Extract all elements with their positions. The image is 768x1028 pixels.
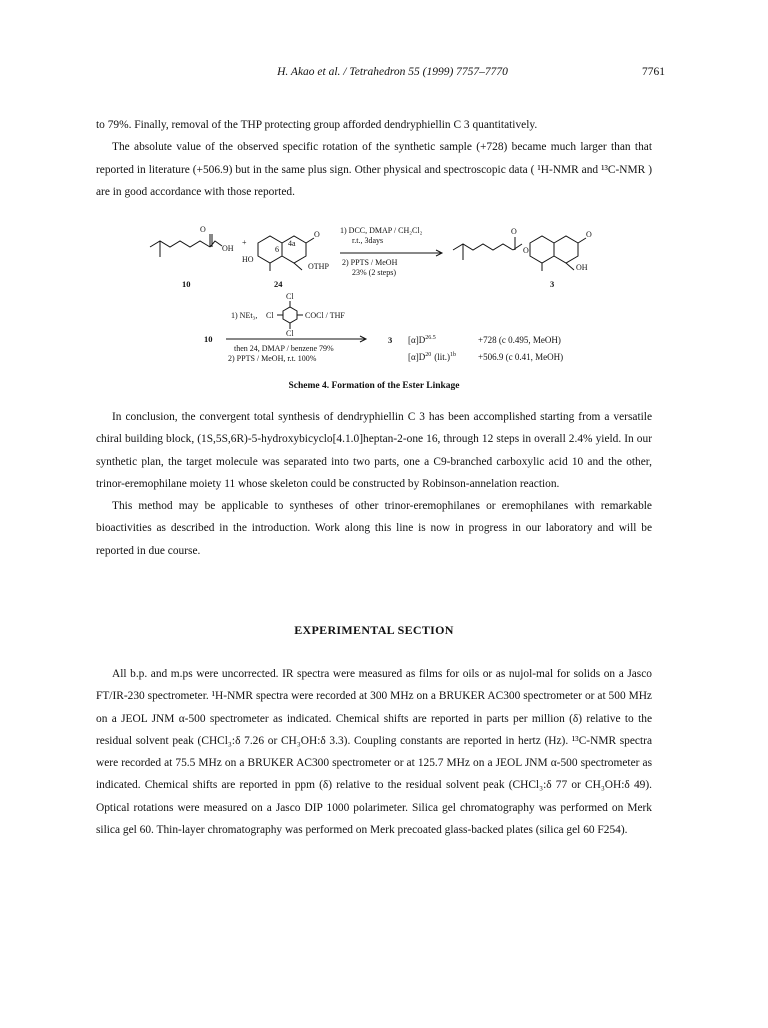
scheme-4-drawing <box>130 215 630 395</box>
cond2-line2: 2) PPTS / MeOH, r.t. 100% <box>228 354 317 363</box>
rotation-1-value: +728 (c 0.495, MeOH) <box>478 335 561 345</box>
othp-label: OTHP <box>308 262 329 271</box>
ketone-o-24: O <box>314 230 320 239</box>
section-title: EXPERIMENTAL SECTION <box>294 623 454 637</box>
acid-carbonyl-o: O <box>200 225 206 234</box>
scheme-4-figure <box>130 215 630 395</box>
paragraph-applicability: This method may be applicable to syntheses of other trinor-eremophilanes or eremophilanes with remarkable bioactivities as described in the introduction. Work along this line is now in progress in our laboratory and will be reported in due course. <box>96 500 652 557</box>
compound-label-3b: 3 <box>388 335 393 345</box>
compound-label-10b: 10 <box>204 334 213 344</box>
page-number: 7761 <box>642 66 665 78</box>
compound-label-3: 3 <box>550 279 555 289</box>
trichlorobenzoyl-ring <box>283 307 297 323</box>
cocl-thf: COCl / THF <box>305 311 345 320</box>
product-3-ring-b <box>554 236 578 263</box>
ho-label: HO <box>242 255 254 264</box>
acid-10-chain <box>150 241 210 247</box>
cond1-line1: 1) DCC, DMAP / CH₂Cl₂ <box>340 226 423 235</box>
rotation-1-label: $[\alpha]D^{26.5}$ <box>408 335 436 345</box>
header-citation: H. Akao et al. / Tetrahedron 55 (1999) 7757–7770 <box>277 66 508 78</box>
cl-top: Cl <box>286 292 294 301</box>
product-3-ring-a <box>530 236 554 263</box>
cond1-line4: 23% (2 steps) <box>352 268 396 277</box>
paragraph-experimental: All b.p. and m.ps were uncorrected. IR spectra were measured as films for oils or as nujol-mal for solids on a Jasco FT/IR-230 spectrometer. ¹H-NMR spectra were recorded at 300 MHz on a BRUKER AC300 spectrometer or at 500 MHz on a JEOL JNM α-500 spectrometer as indicated. Chemical shifts are reported in parts per million (δ) relative to the residual solvent peak (CHCl₃:δ 7.26 or CH₃OH:δ 3.3). Coupling constants are reported in hertz (Hz). ¹³C-NMR spectra were recorded at 75.5 MHz on a BRUKER AC300 spectrometer or at 125.7 MHz on a JEOL JNM α-500 spectrometer as indicated. Chemical shifts are reported in ppm (δ) relative to the residual solvent peak (CHCl₃:δ 77 or CH₃OH:δ 49). Optical rotations were measured on a Jasco DIP 1000 polarimeter. Silica gel chromatography was performed on Merk silica gel 60. Thin-layer chromatography was performed on Merk precoated glass-backed plates (silica gel 60 F254). <box>96 668 652 837</box>
rotation-2-label: $[\alpha]D^{20}$ $(lit.)^{1b}$ <box>408 352 456 362</box>
cond2-line1: then 24, DMAP / benzene 79% <box>234 344 334 353</box>
top-paragraphs <box>96 114 652 203</box>
ester-o-label: O <box>523 246 529 255</box>
conclusion-paragraphs <box>96 406 652 562</box>
compound-label-10: 10 <box>182 279 191 289</box>
running-header <box>120 66 665 82</box>
paragraph-continuation: to 79%. Finally, removal of the THP protecting group afforded dendryphiellin C 3 quantitatively. <box>96 119 538 131</box>
product-3-chain <box>453 244 513 250</box>
cl-bottom: Cl <box>286 329 294 338</box>
cond1-line3: 2) PPTS / MeOH <box>342 258 398 267</box>
ring-4a-label: 4a <box>288 239 296 248</box>
net3-label: 1) NEt₃, <box>231 311 258 320</box>
scheme-caption: Scheme 4. Formation of the Ester Linkage <box>288 381 460 391</box>
acid-oh-label: OH <box>222 244 234 253</box>
ketone-o-3: O <box>586 230 592 239</box>
paragraph-rotation: The absolute value of the observed specific rotation of the synthetic sample (+728) became much larger than that reported in literature (+506.9) but in the same plus sign. Other physical and spectroscopic data ( ¹H-NMR and ¹³C-NMR ) are in good accordance with those reported. <box>96 141 652 198</box>
compound-label-24: 24 <box>274 279 283 289</box>
ring-6-label: 6 <box>275 245 279 254</box>
cl-left: Cl <box>266 311 274 320</box>
experimental-text <box>96 663 652 841</box>
ester-carbonyl-o: O <box>511 227 517 236</box>
paragraph-conclusion: In conclusion, the convergent total synthesis of dendryphiellin C 3 has been accomplished starting from a versatile chiral building block, (1S,5S,6R)-5-hydroxybicyclo[4.1.0]heptan-2-one 16, through 12 steps in overall 2.4% yield. In our synthetic plan, the target molecule was separated into two parts, one a C9-branched carboxylic acid 10 and the other, trinor-eremophilane moiety 11 whose skeleton could be constructed by Robinson-annelation reaction. <box>96 411 652 490</box>
product-oh-label: OH <box>576 263 588 272</box>
plus-sign: + <box>242 238 247 247</box>
rotation-2-value: +506.9 (c 0.41, MeOH) <box>478 352 564 362</box>
cond1-line2: r.t., 3days <box>352 236 384 245</box>
